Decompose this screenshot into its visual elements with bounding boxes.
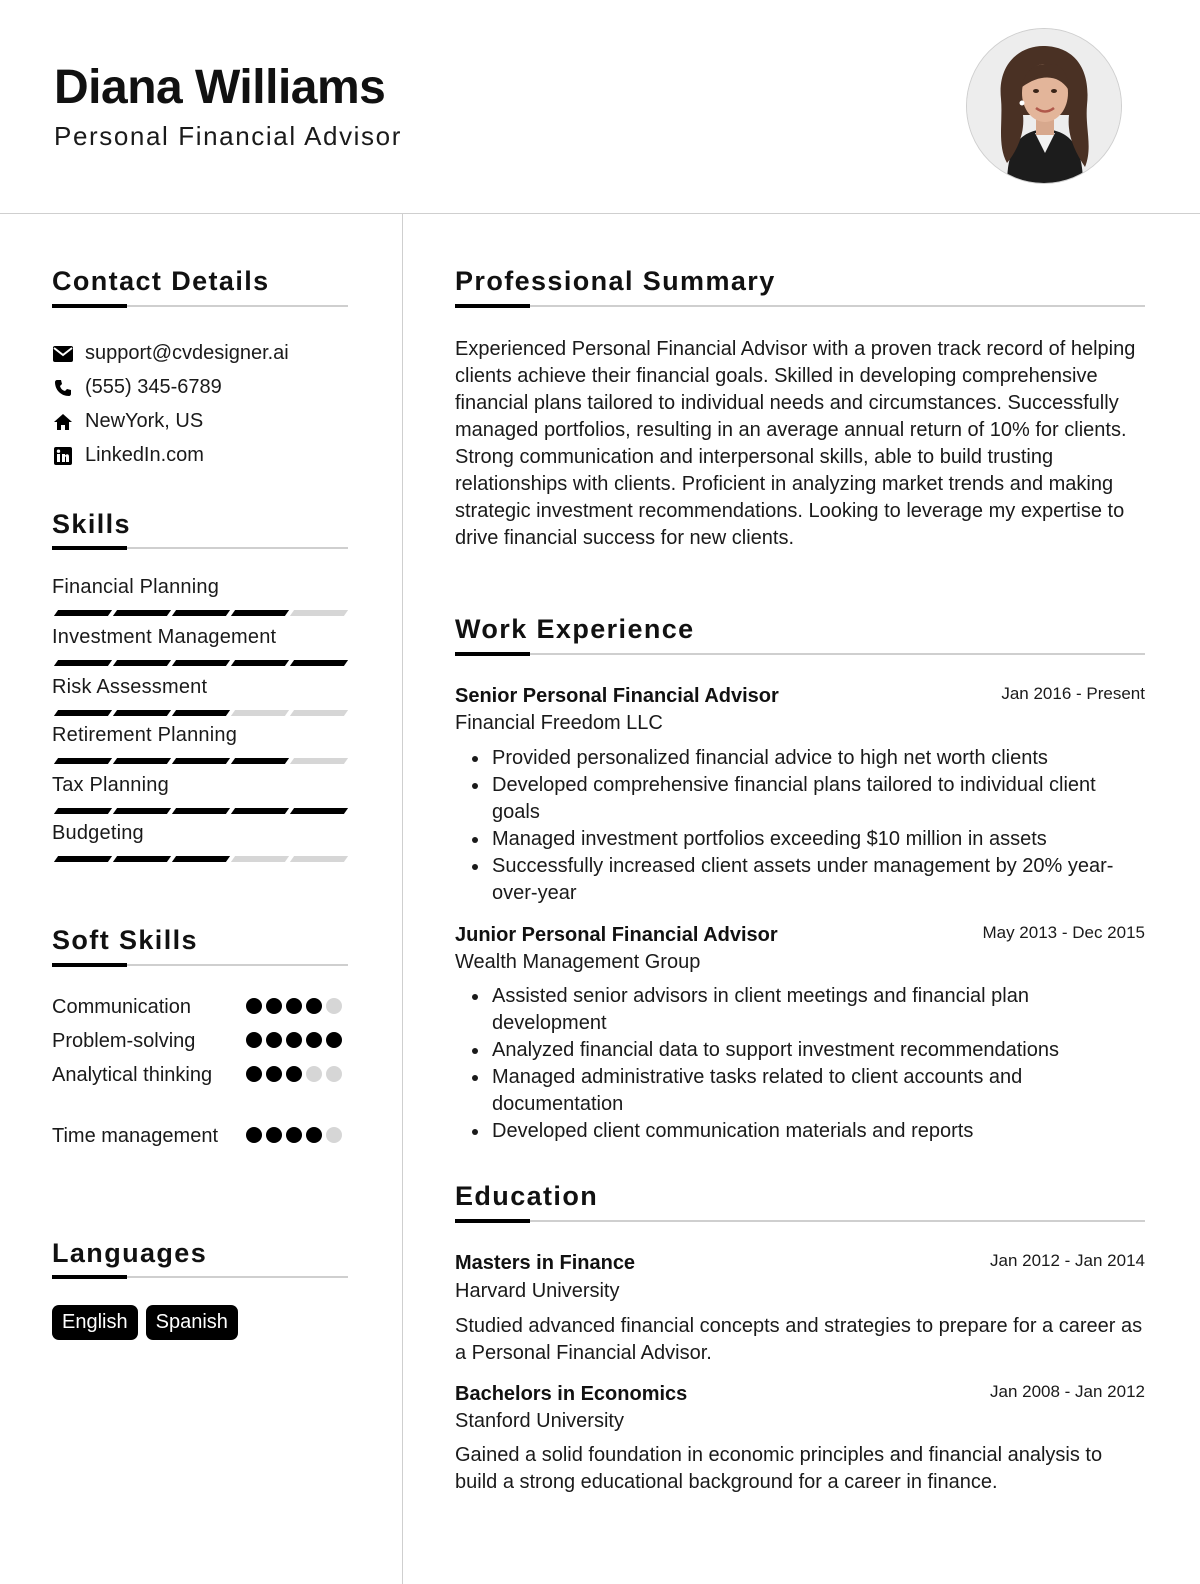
degree-date: Jan 2008 - Jan 2012 [989,1382,1145,1401]
soft-skill-row [52,1028,348,1055]
job-date: May 2013 - Dec 2015 [982,923,1145,942]
rating-dot [266,1032,282,1048]
rating-dot [326,1066,342,1082]
degree-date: Jan 2012 - Jan 2014 [989,1251,1145,1270]
soft-skill-row [52,1062,348,1089]
job-bullet: Developed comprehensive financial plans tailored to individual client goals [492,772,1142,826]
skill-level-segment [113,808,171,814]
skill-level-segment [290,660,348,666]
phone-icon [52,377,74,399]
rating-dot [266,998,282,1014]
soft-skill-row [52,1123,348,1150]
job-bullet: Successfully increased client assets under management by 20% year-over-year [492,853,1142,907]
skill-level-segment [54,808,112,814]
candidate-title: Personal Financial Advisor [54,121,402,151]
job-company: Financial Freedom LLC [455,712,663,734]
skill-level-bar [52,856,348,862]
skill-level-segment [231,856,289,862]
rating-dot [306,1127,322,1143]
skill-level-segment [113,610,171,616]
skill-level-segment [172,660,230,666]
job-company: Wealth Management Group [455,951,701,973]
skill-level-segment [54,610,112,616]
job-bullet: Managed administrative tasks related to client accounts and documentation [492,1064,1142,1118]
profile-photo [966,28,1122,184]
rating-dot [326,1127,342,1143]
rating-dot [286,998,302,1014]
skill-level-segment [290,710,348,716]
language-tag: English [52,1305,138,1340]
skill-row [52,576,348,599]
soft-skills-heading: Soft Skills [52,925,198,955]
skill-level-segment [172,758,230,764]
skill-level-segment [231,660,289,666]
envelope-icon [52,343,74,365]
contact-heading: Contact Details [52,266,270,296]
job-bullets [492,983,1142,1145]
degree-description: Studied advanced financial concepts and strategies to prepare for a career as a Personal Financial Advisor. [455,1315,1143,1364]
job-date: Jan 2016 - Present [1001,684,1145,703]
skill-name: Retirement Planning [52,724,238,746]
job-bullets [492,745,1142,907]
rating-dot [246,1127,262,1143]
contact-linkedin-text: LinkedIn.com [85,444,204,466]
contact-location-text: NewYork, US [85,410,204,432]
experience-heading-rule [455,653,1145,655]
soft-skill-name: Analytical thinking [52,1064,213,1086]
contact-linkedin[interactable] [52,444,204,467]
contact-location [52,410,203,433]
experience-heading: Work Experience [455,614,695,644]
soft-skill-row [52,994,348,1021]
soft-skill-name: Problem-solving [52,1030,196,1052]
skill-level-segment [54,660,112,666]
rating-dot [326,998,342,1014]
skill-level-segment [113,856,171,862]
job-bullet: Developed client communication materials and reports [492,1118,1142,1145]
rating-dot [246,1032,262,1048]
skill-name: Investment Management [52,626,277,648]
skill-name: Budgeting [52,822,144,844]
skills-heading-rule [52,547,348,549]
soft-skills-heading-rule [52,964,348,966]
skill-level-segment [172,610,230,616]
contact-email[interactable] [52,342,289,365]
summary-text: Experienced Personal Financial Advisor with a proven track record of helping clients achieve their financial goals. Skilled in developing comprehensive financial plans tailored to individual needs and circumstances. Successfully managed portfolios, resulting in an average annual return of 10% for clients. Strong communication and interpersonal skills, able to build trusting relationships with clients. Proficient in analyzing market trends and making strategic investment recommendations. Looking to leverage my expertise to drive financial success for new clients. [455,338,1136,549]
column-divider [402,214,403,1584]
skill-level-segment [113,710,171,716]
rating-dot [306,998,322,1014]
rating-dot [266,1127,282,1143]
skill-level-segment [172,808,230,814]
school-name: Harvard University [455,1280,620,1302]
skill-level-segment [231,808,289,814]
language-tag: Spanish [146,1305,238,1340]
skill-level-segment [231,758,289,764]
languages-heading-rule [52,1276,348,1278]
rating-dot [286,1066,302,1082]
rating-dot [306,1032,322,1048]
linkedin-icon [52,445,74,467]
skill-level-segment [290,856,348,862]
soft-skill-name: Time management [52,1125,218,1147]
skill-level-segment [54,758,112,764]
job-title: Junior Personal Financial Advisor [455,924,778,946]
skill-row [52,774,348,797]
skill-name: Financial Planning [52,576,220,598]
contact-phone-text: (555) 345-6789 [85,376,222,398]
skill-level-segment [113,758,171,764]
rating-dot [286,1032,302,1048]
skill-row [52,676,348,699]
rating-dot [246,998,262,1014]
summary-heading: Professional Summary [455,266,776,296]
skills-heading: Skills [52,509,131,539]
skill-level-segment [290,758,348,764]
summary-heading-rule [455,305,1145,307]
rating-dot [306,1066,322,1082]
education-heading: Education [455,1181,599,1211]
rating-dot [266,1066,282,1082]
skill-row [52,822,348,845]
degree-description: Gained a solid foundation in economic principles and financial analysis to build a strong educational background for a career in finance. [455,1444,1103,1493]
skill-level-bar [52,710,348,716]
soft-skill-rating [246,1127,342,1143]
soft-skill-name: Communication [52,996,191,1018]
job-title: Senior Personal Financial Advisor [455,685,779,707]
skill-level-segment [231,610,289,616]
rating-dot [246,1066,262,1082]
job-bullet: Analyzed financial data to support investment recommendations [492,1037,1142,1064]
contact-email-text: support@cvdesigner.ai [85,342,289,364]
school-name: Stanford University [455,1410,624,1432]
job-bullet: Provided personalized financial advice to high net worth clients [492,745,1142,772]
soft-skill-rating [246,1066,342,1082]
contact-phone[interactable] [52,376,222,399]
skill-level-bar [52,610,348,616]
soft-skill-rating [246,998,342,1014]
rating-dot [326,1032,342,1048]
skill-level-segment [290,610,348,616]
skill-level-bar [52,808,348,814]
rating-dot [286,1127,302,1143]
home-icon [52,411,74,433]
languages-heading: Languages [52,1238,208,1268]
education-heading-rule [455,1220,1145,1222]
skill-level-segment [290,808,348,814]
degree-title: Masters in Finance [455,1252,636,1274]
skill-name: Risk Assessment [52,676,208,698]
candidate-name: Diana Williams [54,61,386,114]
job-bullet: Assisted senior advisors in client meetings and financial plan development [492,983,1142,1037]
resume-header [0,0,1200,214]
skill-level-bar [52,660,348,666]
skill-level-segment [172,710,230,716]
skill-level-segment [113,660,171,666]
skill-level-segment [231,710,289,716]
skill-level-segment [54,856,112,862]
skill-row [52,626,348,649]
skill-level-segment [54,710,112,716]
skill-level-bar [52,758,348,764]
languages-list [52,1305,238,1340]
skill-row [52,724,348,747]
skill-level-segment [172,856,230,862]
degree-title: Bachelors in Economics [455,1383,688,1405]
job-bullet: Managed investment portfolios exceeding $10 million in assets [492,826,1142,853]
skill-name: Tax Planning [52,774,169,796]
soft-skill-rating [246,1032,342,1048]
contact-heading-rule [52,305,348,307]
